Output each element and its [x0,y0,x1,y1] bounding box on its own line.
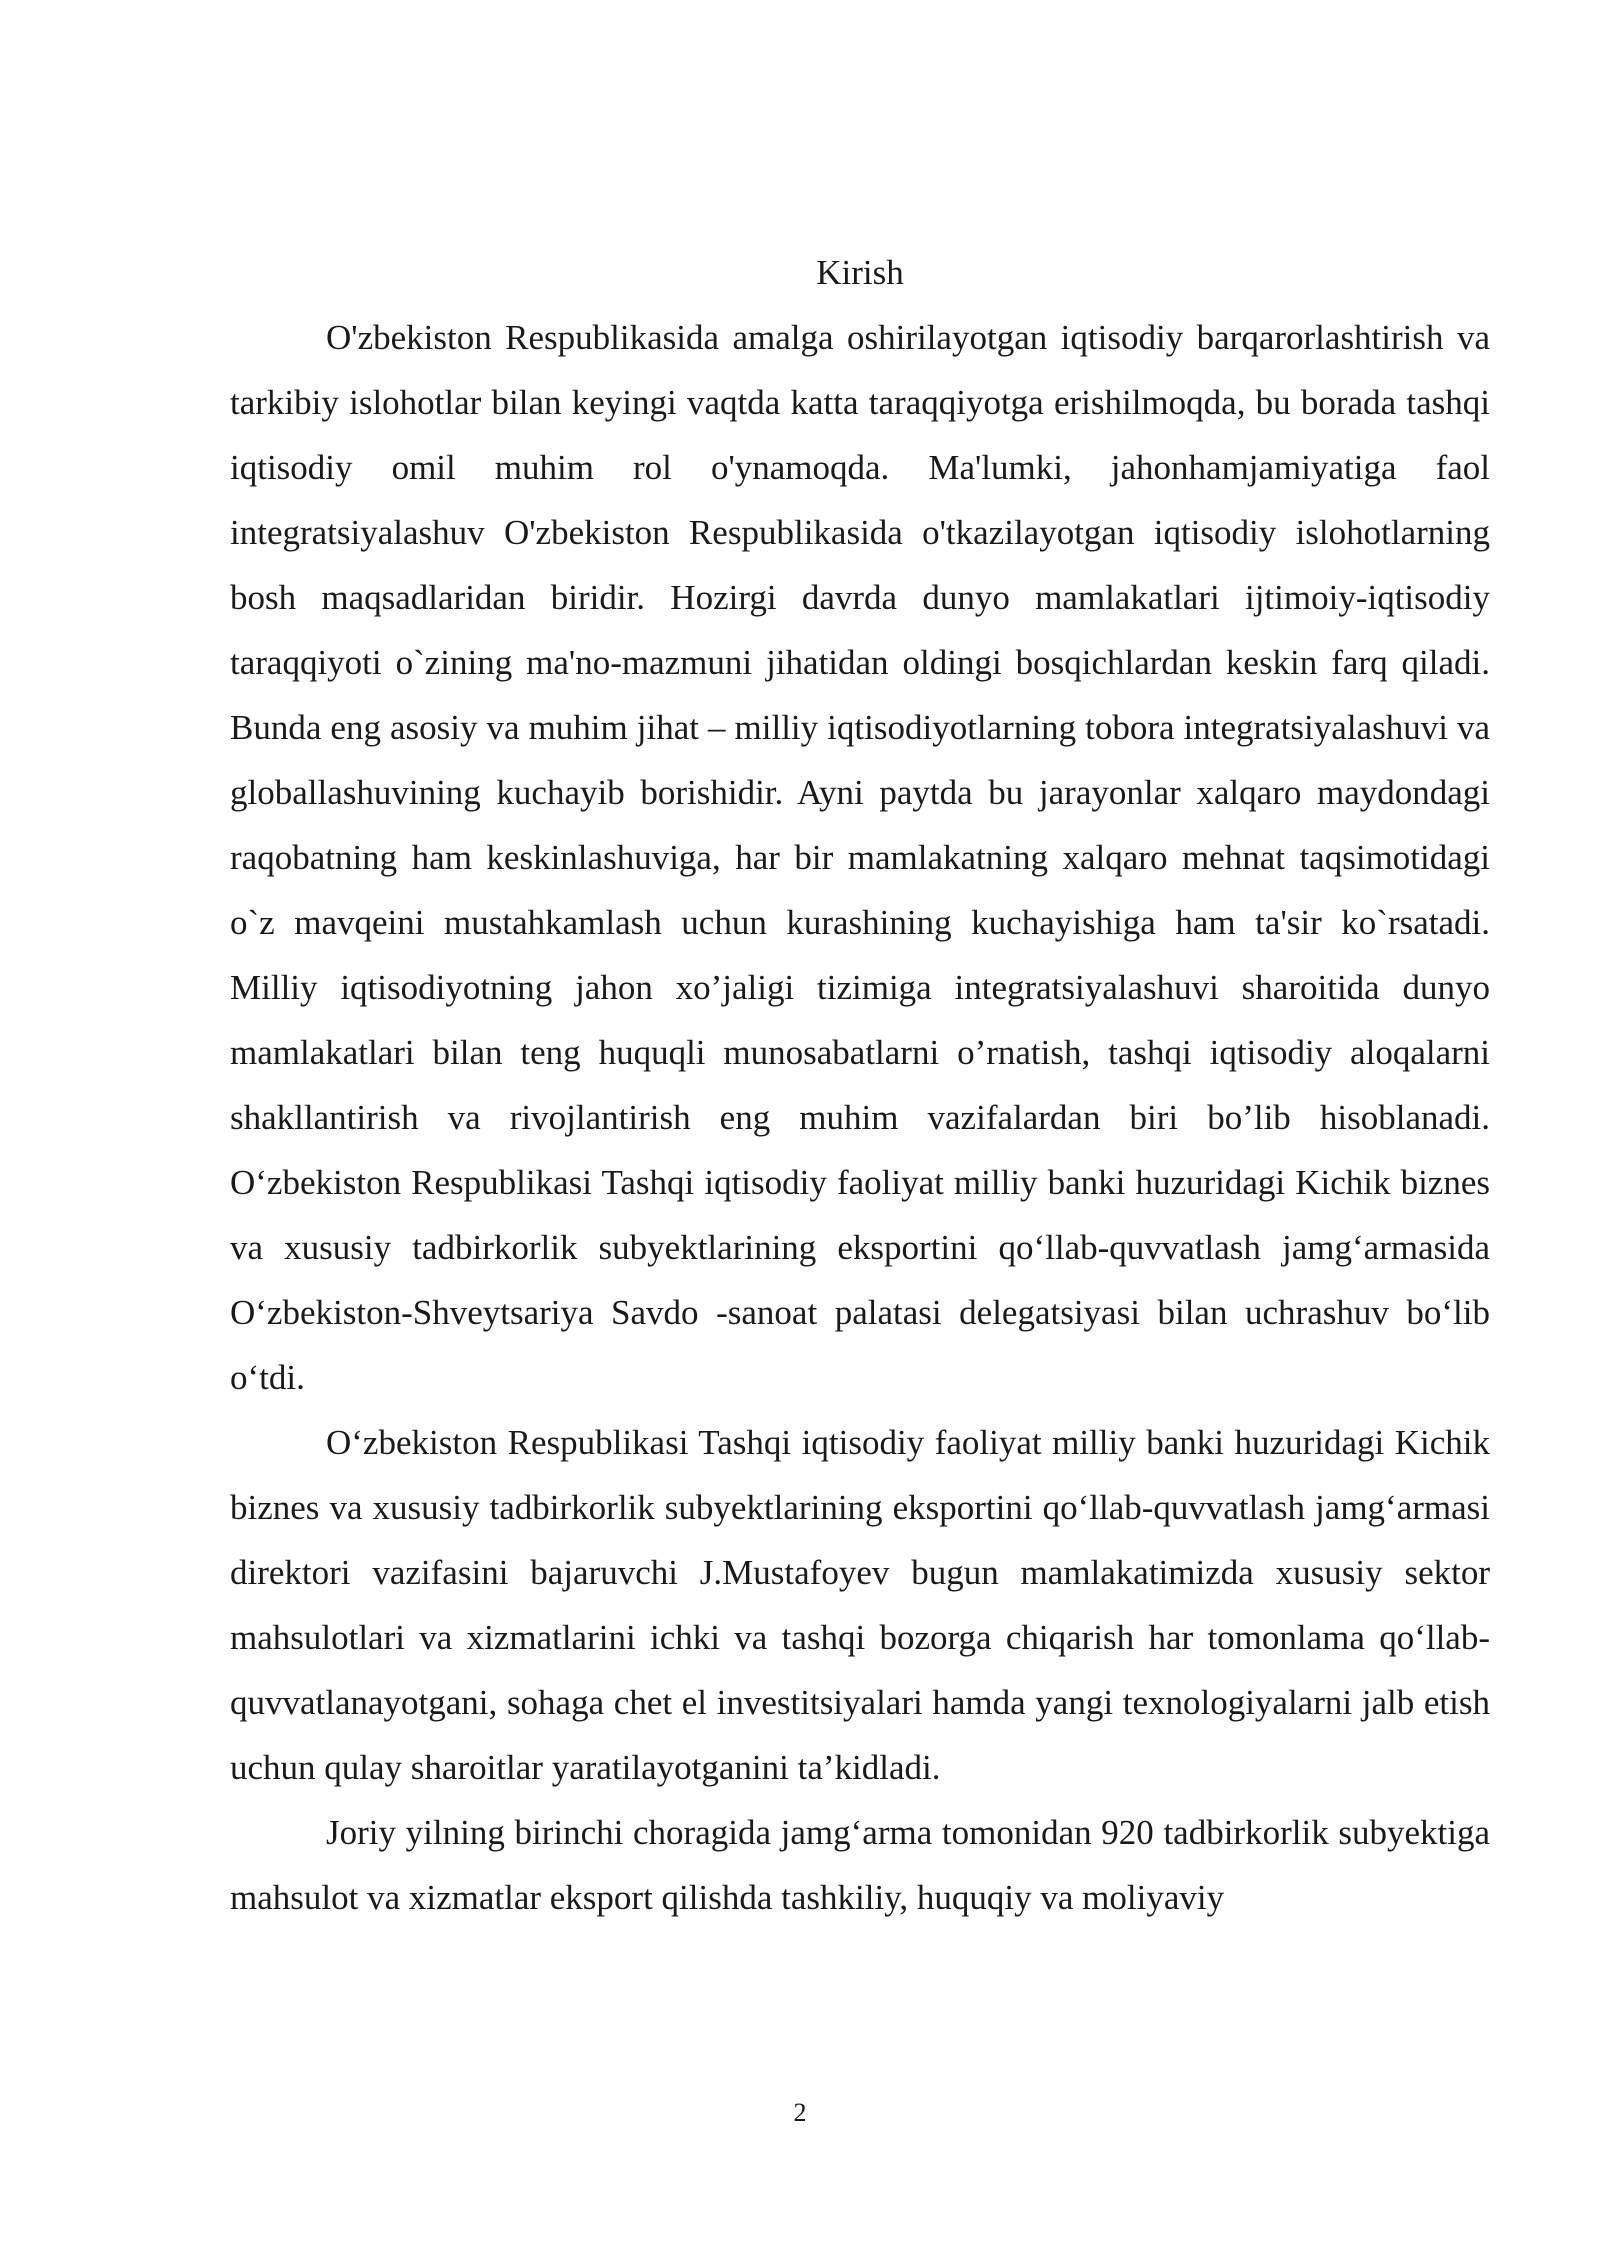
page-number: 2 [793,2098,807,2127]
section-title: Kirish [816,253,904,292]
document-body [230,240,1490,1930]
paragraph-2: O‘zbekiston Respublikasi Tashqi iqtisodiy faoliyat milliy banki huzuridagi Kichik biznes va xususiy tadbirkorlik subyektlarining eksportini qo‘llab-quvvatlash jamg‘armasi direktori vazifasini bajaruvchi J.Mustafoyev bugun mamlakatimizda xususiy sektor mahsulotlari va xizmatlarini ichki va tashqi bozorga chiqarish har tomonlama qo‘llab-quvvatlanayotgani, sohaga chet el investitsiyalari hamda yangi texnologiyalarni jalb etish uchun qulay sharoitlar yaratilayotganini ta’kidladi. [230,1423,1490,1787]
paragraph-1: O'zbekiston Respublikasida amalga oshirilayotgan iqtisodiy barqarorlashtirish va tarkibiy islohotlar bilan keyingi vaqtda katta taraqqiyotga erishilmoqda, bu borada tashqi iqtisodiy omil muhim rol o'ynamoqda. Ma'lumki, jahonhamjamiyatiga faol integratsiyalashuv O'zbekiston Respublikasida o'tkazilayotgan iqtisodiy islohotlarning bosh maqsadlaridan biridir. Hozirgi davrda dunyo mamlakatlari ijtimoiy-iqtisodiy taraqqiyoti o`zining ma'no-mazmuni jihatidan oldingi bosqichlardan keskin farq qiladi. Bunda eng asosiy va muhim jihat – milliy iqtisodiyotlarning tobora integratsiyalashuvi va globallashuvining kuchayib borishidir. Ayni paytda bu jarayonlar xalqaro maydondagi raqobatning ham keskinlashuviga, har bir mamlakatning xalqaro mehnat taqsimotidagi o`z mavqeini mustahkamlash uchun kurashining kuchayishiga ham ta'sir ko`rsatadi. Milliy iqtisodiyotning jahon xo’jaligi tizimiga integratsiyalashuvi sharoitida dunyo mamlakatlari bilan teng huquqli munosabatlarni o’rnatish, tashqi iqtisodiy aloqalarni shakllantirish va rivojlantirish eng muhim vazifalardan biri bo’lib hisoblanadi. O‘zbekiston Respublikasi Tashqi iqtisodiy faoliyat milliy banki huzuridagi Kichik biznes va xususiy tadbirkorlik subyektlarining eksportini qo‘llab-quvvatlash jamg‘armasida O‘zbekiston-Shveytsariya Savdo -sanoat palatasi delegatsiyasi bilan uchrashuv bo‘lib o‘tdi. [230,318,1490,1397]
paragraph-3: Joriy yilning birinchi choragida jamg‘arma tomonidan 920 tadbirkorlik subyektiga mahsulot va xizmatlar eksport qilishda tashkiliy, huquqiy va moliyaviy [230,1813,1490,1917]
